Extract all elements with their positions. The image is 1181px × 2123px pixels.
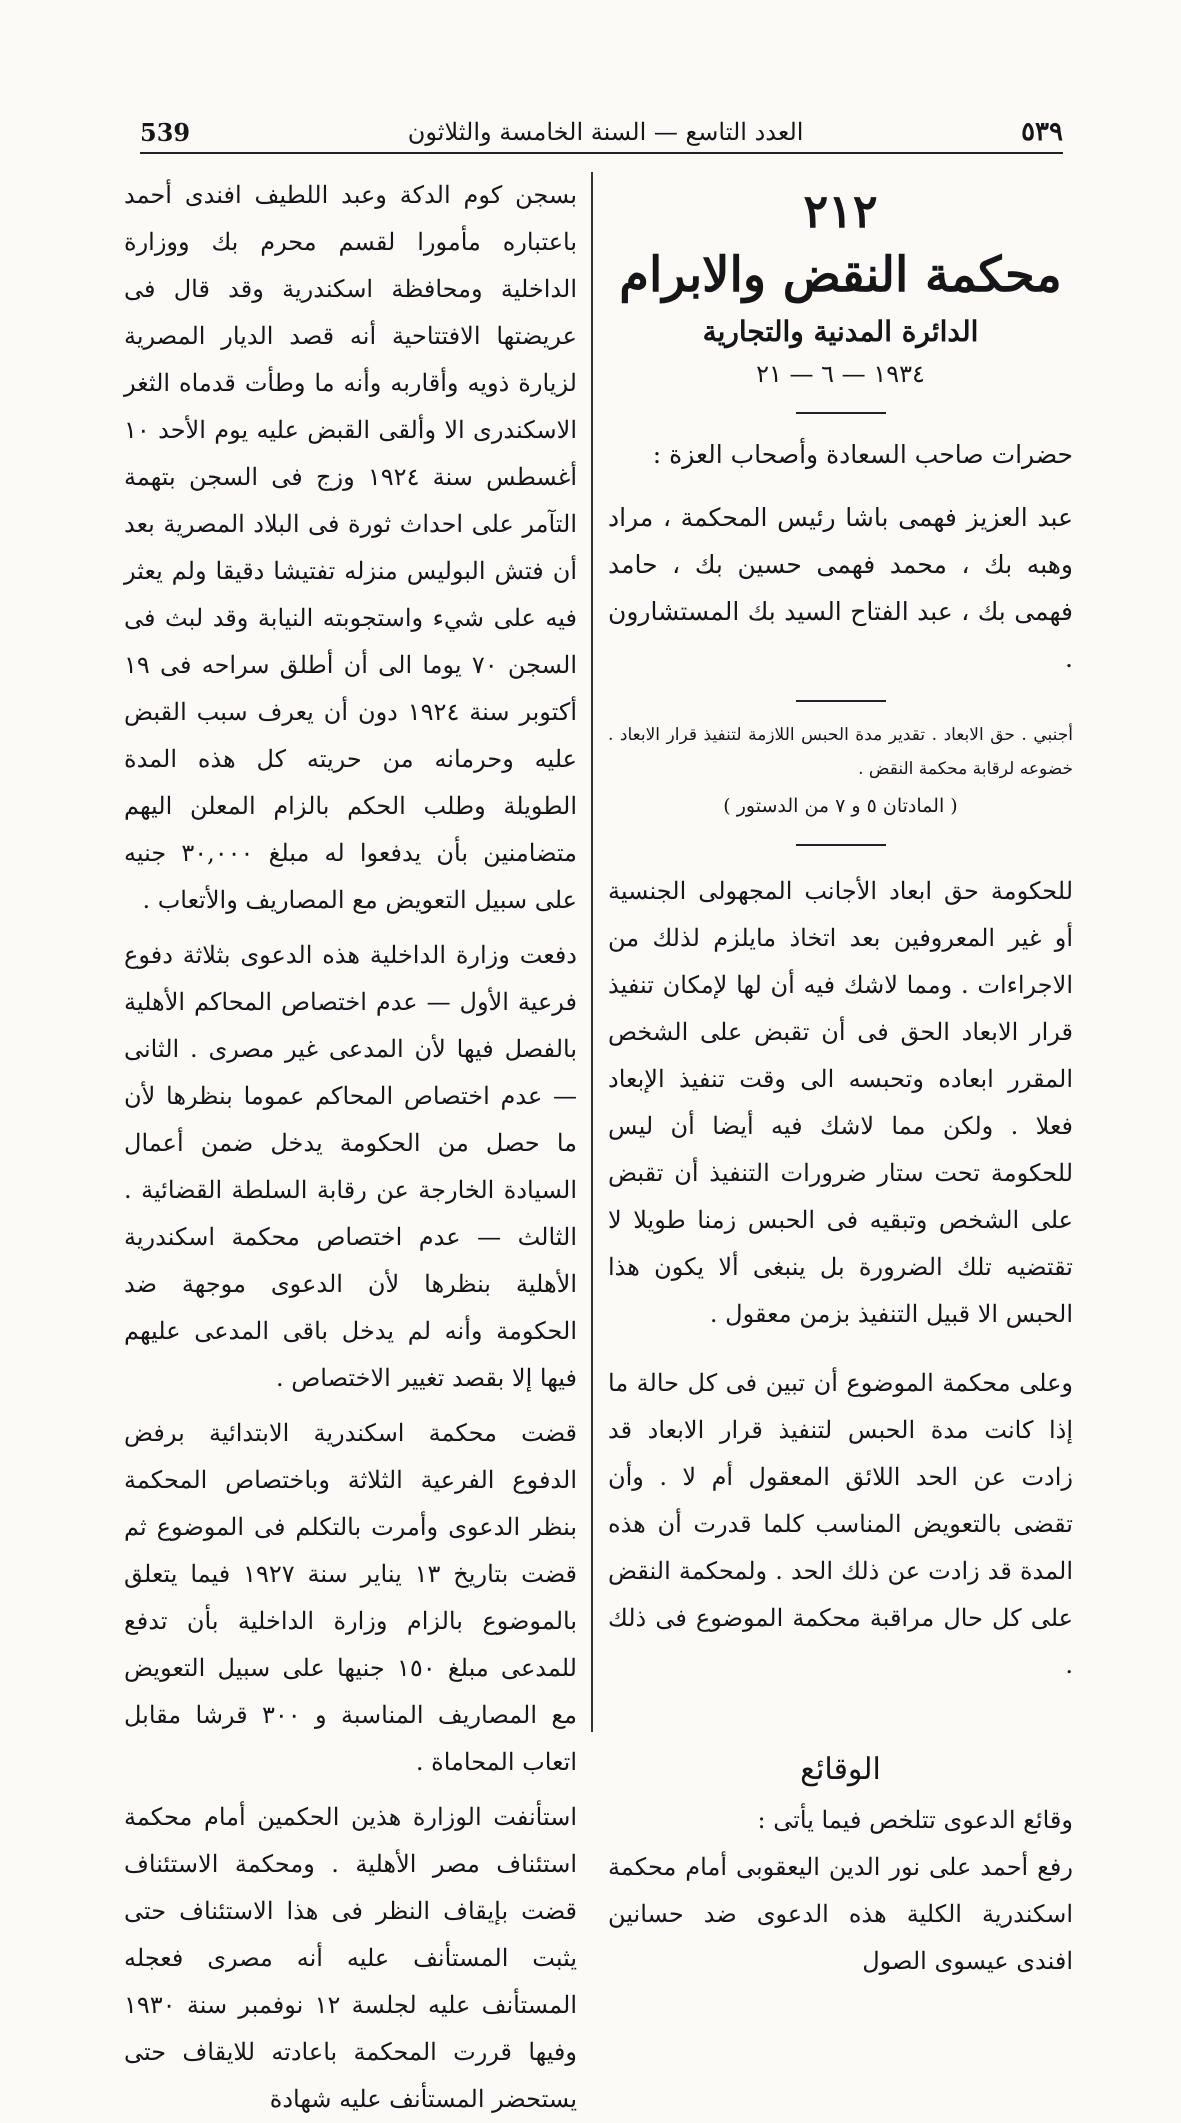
right-column — [608, 172, 1074, 1975]
principle-paragraph: وعلى محكمة الموضوع أن تبين فى كل حالة ما إذا كانت مدة الحبس لتنفيذ قرار الابعاد قد زادت عن الحد اللائق المعقول أم لا . وأن تقضى بالتعويض المناسب كلما قدرت أن هذه المدة قد زادت عن ذلك الحد . ولمحكمة النقض على كل حال مراقبة محكمة الموضوع فى ذلك . — [608, 1369, 1073, 1679]
left-column — [124, 172, 578, 2113]
principle-paragraph: للحكومة حق ابعاد الأجانب المجهولى الجنسية أو غير المعروفين بعد اتخاذ مايلزم لذلك من الاجراءات . ومما لاشك فيه أن لها لإمكان تنفيذ قرار الابعاد الحق فى أن تقبض على الشخص المقرر ابعاده وتحبسه الى وقت تنفيذ الإبعاد فعلا . ولكن مما لاشك فيه أيضا أن ليس للحكومة تحت ستار ضرورات التنفيذ أن تقبض على الشخص وتبقيه فى الحبس زمنا طويلا لا تقتضيه تلك الضرورة بل ينبغى ألا يكون هذا الحبس الا قبيل التنفيذ بزمن معقول . — [608, 877, 1074, 1328]
body-paragraph: دفعت وزارة الداخلية هذه الدعوى بثلاثة دفوع فرعية الأول — عدم اختصاص المحاكم الأهلية بالفصل فيها لأن المدعى غير مصرى . الثانى — عدم اختصاص المحاكم عموما بنظرها لأن ما حصل من الحكومة يدخل ضمن أعمال السيادة الخارجة عن رقابة السلطة القضائية . الثالث — عدم اختصاص محكمة اسكندرية الأهلية بنظرها لأن الدعوى موجهة ضد الحكومة وأنه لم يدخل باقى المدعى عليهم فيها إلا بقصد تغيير الاختصاص . — [124, 941, 577, 1392]
chamber-name: الدائرة المدنية والتجارية — [702, 315, 979, 348]
articles-reference: ( المادتان ٥ و ٧ من الدستور ) — [723, 795, 958, 817]
presence-line: حضرات صاحب السعادة وأصحاب العزة : — [652, 440, 1073, 469]
facts-heading: الوقائع — [800, 1752, 881, 1787]
running-header — [140, 112, 1063, 154]
page-number-arabic: ٥٣٩ — [1021, 117, 1063, 147]
judgment-date: ١٩٣٤ — ٦ — ٢١ — [756, 360, 925, 388]
page-number-latin: 539 — [140, 117, 191, 147]
court-name: محكمة النقض والابرام — [619, 247, 1062, 303]
section-rule — [796, 412, 886, 414]
facts-paragraph: رفع أحمد على نور الدين اليعقوبى أمام محكمة اسكندرية الكلية هذه الدعوى ضد حسانين افندى عيسوى الصول — [608, 1853, 1073, 1975]
keywords: أجنبي . حق الابعاد . تقدير مدة الحبس اللازمة لتنفيذ قرار الابعاد . خضوعه لرقابة محكمة النقض . — [608, 725, 1073, 779]
facts-intro: وقائع الدعوى تتلخص فيما يأتى : — [757, 1806, 1073, 1834]
section-rule — [796, 844, 886, 846]
body-paragraph: استأنفت الوزارة هذين الحكمين أمام محكمة استئناف مصر الأهلية . ومحكمة الاستئناف قضت بإيقاف النظر فى هذا الاستئناف حتى يثبت المستأنف عليه أنه مصرى فعجله المستأنف عليه لجلسة ١٢ نوفمبر سنة ١٩٣٠ وفيها قررت المحكمة باعادته للايقاف حتى يستحضر المستأنف عليه شهادة — [124, 1803, 578, 2113]
body-paragraph: بسجن كوم الدكة وعبد اللطيف افندى أحمد باعتباره مأمورا لقسم محرم بك ووزارة الداخلية ومحافظة اسكندرية وقد قال فى عريضتها الافتتاحية أنه قصد الديار المصرية لزيارة ذويه وأقاربه وأنه ما وطأت قدماه الثغر الاسكندرى الا وألقى القبض عليه يوم الأحد ١٠ أغسطس سنة ١٩٢٤ وزج فى السجن بتهمة التآمر على احداث ثورة فى البلاد المصرية بعد أن فتش البوليس منزله تفتيشا دقيقا ولم يعثر فيه على شيء واستجوبته النيابة وقد لبث فى السجن ٧٠ يوما الى أن أطلق سراحه فى ١٩ أكتوبر سنة ١٩٢٤ دون أن يعرف سبب القبض عليه وحرمانه من حريته كل هذه المدة الطويلة وطلب الحكم بالزام المعلن اليهم متضامنين بأن يدفعوا له مبلغ ٣٠,٠٠٠ جنيه على سبيل التعويض مع المصاريف والأتعاب . — [124, 181, 578, 914]
case-number: ٢١٢ — [803, 184, 878, 238]
judges-list: عبد العزيز فهمى باشا رئيس المحكمة ، مراد وهبه بك ، محمد فهمى حسين بك ، حامد فهمى بك ، عبد الفتاح السيد بك المستشارون . — [608, 503, 1073, 673]
section-rule — [796, 700, 886, 702]
column-divider — [591, 172, 593, 1732]
issue-title: العدد التاسع — السنة الخامسة والثلاثون — [407, 118, 804, 146]
body-paragraph: قضت محكمة اسكندرية الابتدائية برفض الدفوع الفرعية الثلاثة وباختصاص المحكمة بنظر الدعوى وأمرت بالتكلم فى الموضوع ثم قضت بتاريخ ١٣ يناير سنة ١٩٢٧ فيما يتعلق بالموضوع بالزام وزارة الداخلية بأن تدفع للمدعى مبلغ ١٥٠ جنيها على سبيل التعويض مع المصاريف المناسبة و ٣٠٠ قرشا مقابل اتعاب المحاماة . — [124, 1419, 578, 1776]
